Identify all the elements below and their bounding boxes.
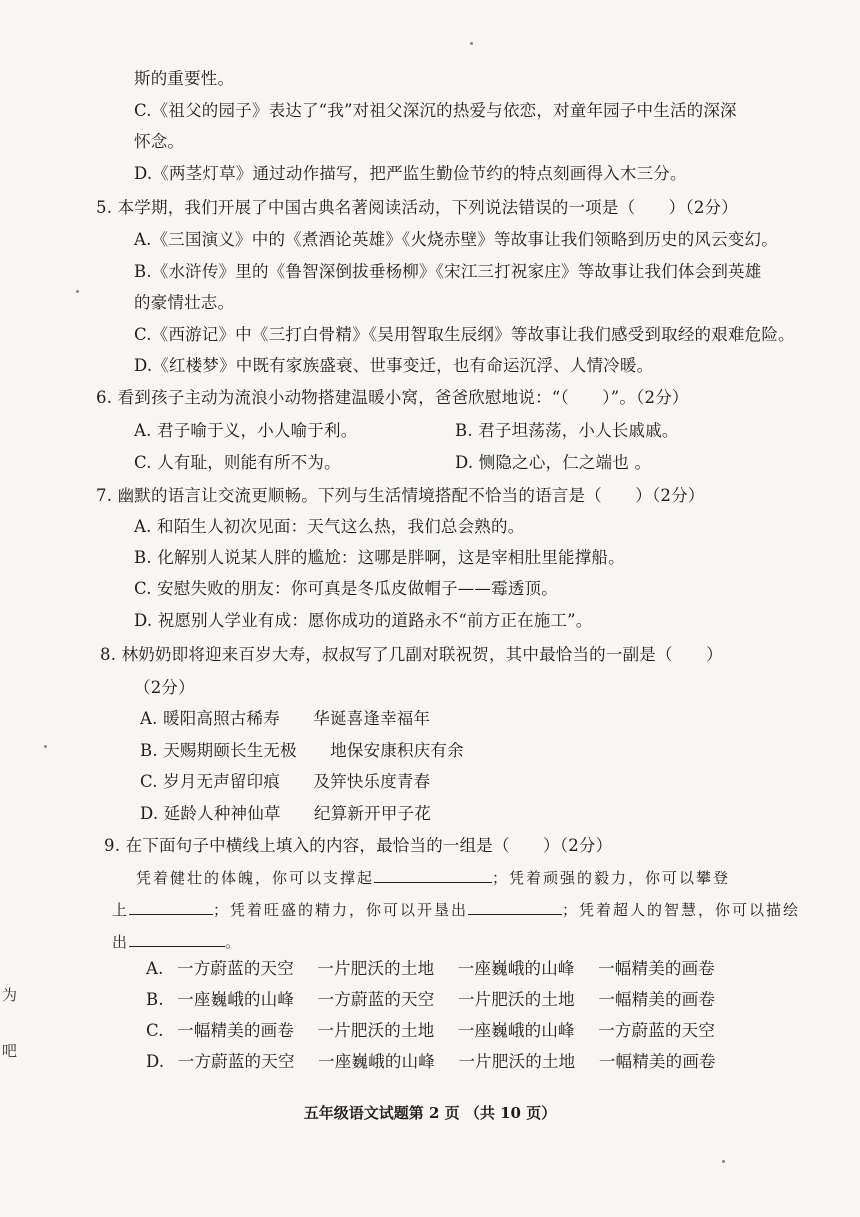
- option-item: 一座巍峨的山峰: [318, 1052, 436, 1071]
- option-item: 一方蔚蓝的天空: [598, 1021, 716, 1040]
- text-line: 斯的重要性。: [134, 69, 235, 88]
- option-item: 一方蔚蓝的天空: [177, 1052, 295, 1071]
- q7-option-b: B. 化解别人说某人胖的尴尬：这哪是胖啊，这是宰相肚里能撑船。: [134, 548, 625, 567]
- sentence-text: 上: [112, 901, 130, 919]
- q9-option-b: [146, 989, 715, 1011]
- option-c-line: C.《祖父的园子》表达了“我”对祖父深沉的热爱与依恋，对童年园子中生活的深深: [134, 101, 737, 120]
- question-6-stem: 6. 看到孩子主动为流浪小动物搭建温暖小窝，爸爸欣慰地说：“（ ）”。（2分）: [96, 388, 689, 407]
- question-5-stem: 5. 本学期，我们开展了中国古典名著阅读活动，下列说法错误的一项是（ ）（2分）: [96, 198, 738, 217]
- question-8-stem: 8. 林奶奶即将迎来百岁大寿，叔叔写了几副对联祝贺，其中最恰当的一副是（ ）: [100, 645, 723, 664]
- option-item: 一方蔚蓝的天空: [177, 959, 294, 978]
- option-item: 一座巍峨的山峰: [177, 990, 295, 1009]
- sentence-text: ；凭着旺盛的精力，你可以开垦出: [213, 901, 469, 919]
- sentence-text: ；凭着顽强的毅力，你可以攀登: [492, 869, 731, 887]
- q7-option-d: D. 祝愿别人学业有成：愿你成功的道路永不“前方正在施工”。: [134, 611, 593, 630]
- option-item: 一幅精美的画卷: [177, 1021, 295, 1040]
- q6-option-a: A. 君子喻于义，小人喻于利。: [134, 421, 358, 440]
- option-label: B.: [146, 990, 164, 1009]
- scan-speck: [44, 745, 47, 748]
- option-item: 一方蔚蓝的天空: [317, 990, 435, 1009]
- q6-option-b: B. 君子坦荡荡，小人长戚戚。: [455, 421, 679, 440]
- option-item: 一幅精美的画卷: [598, 990, 716, 1009]
- question-7-stem: 7. 幽默的语言让交流更顺畅。下列与生活情境搭配不恰当的语言是（ ）（2分）: [96, 486, 705, 505]
- margin-char: 为: [2, 986, 18, 1004]
- sentence-text: 。: [225, 933, 243, 951]
- option-d-line: D.《两茎灯草》通过动作描写，把严监生勤俭节约的特点刻画得入木三分。: [134, 164, 687, 183]
- scan-speck: [470, 42, 473, 45]
- scan-speck: [722, 1160, 725, 1163]
- q9-option-c: [146, 1020, 715, 1042]
- q7-option-c: C. 安慰失败的朋友：你可真是冬瓜皮做帽子——霉透顶。: [134, 579, 558, 598]
- option-item: 一座巍峨的山峰: [457, 959, 575, 978]
- option-label: C.: [146, 1021, 164, 1040]
- fill-blank-4[interactable]: [129, 930, 225, 947]
- sentence-text: 出: [112, 933, 130, 951]
- question-9-stem: 9. 在下面句子中横线上填入的内容，最恰当的一组是（ ）（2分）: [104, 836, 613, 855]
- q5-option-b: B.《水浒传》里的《鲁智深倒拔垂杨柳》《宋江三打祝家庄》等故事让我们体会到英雄: [134, 262, 762, 281]
- question-8-score: （2分）: [134, 678, 195, 697]
- q5-option-a: A.《三国演义》中的《煮酒论英雄》《火烧赤壁》等故事让我们领略到历史的风云变幻。: [134, 230, 778, 249]
- option-item: 一幅精美的画卷: [598, 959, 715, 978]
- q8-option-d: D. 延龄人种神仙草 纪算新开甲子花: [140, 804, 431, 823]
- q8-option-c: C. 岁月无声留印痕 及笄快乐度青春: [140, 772, 431, 791]
- text-line: 怀念。: [134, 132, 185, 151]
- option-item: 一片肥沃的土地: [317, 1021, 435, 1040]
- fill-blank-3[interactable]: [468, 898, 562, 915]
- q9-option-a: [146, 958, 715, 980]
- q6-option-c: C. 人有耻，则能有所不为。: [134, 453, 341, 472]
- margin-char: 吧: [2, 1042, 18, 1060]
- q9-option-d: [146, 1051, 716, 1073]
- q5-option-d: D.《红楼梦》中既有家族盛衰、世事变迁，也有命运沉浮、人情冷暖。: [134, 356, 654, 375]
- q5-option-c: C.《西游记》中《三打白骨精》《吴用智取生辰纲》等故事让我们感受到取经的艰难危险。: [134, 325, 795, 344]
- q8-option-b: B. 天赐期颐长生无极 地保安康积庆有余: [140, 741, 464, 760]
- q8-option-a: A. 暖阳高照古稀寿 华诞喜逢幸福年: [140, 709, 431, 728]
- option-label: D.: [146, 1052, 165, 1071]
- option-item: 一座巍峨的山峰: [457, 1021, 575, 1040]
- option-item: 一片肥沃的土地: [458, 1052, 576, 1071]
- q9-sentence-line-1: [136, 866, 730, 889]
- sentence-text: ；凭着超人的智慧，你可以描绘: [562, 901, 801, 919]
- q6-option-d: D. 恻隐之心，仁之端也 。: [455, 453, 652, 472]
- scan-speck: [76, 290, 79, 293]
- q9-sentence-line-3: [112, 930, 242, 953]
- q7-option-a: A. 和陌生人初次见面：天气这么热，我们总会熟的。: [134, 517, 525, 536]
- option-item: 一片肥沃的土地: [317, 959, 435, 978]
- option-item: 一幅精美的画卷: [598, 1052, 716, 1071]
- option-label: A.: [146, 959, 164, 978]
- fill-blank-1[interactable]: [374, 866, 492, 883]
- q5-option-b-cont: 的豪情壮志。: [134, 293, 235, 312]
- sentence-text: 凭着健壮的体魄，你可以支撑起: [136, 869, 375, 887]
- option-item: 一片肥沃的土地: [457, 990, 575, 1009]
- q9-sentence-line-2: [112, 898, 800, 921]
- page-footer: 五年级语文试题第 2 页 （共 10 页）: [303, 1104, 557, 1122]
- fill-blank-2[interactable]: [129, 898, 213, 915]
